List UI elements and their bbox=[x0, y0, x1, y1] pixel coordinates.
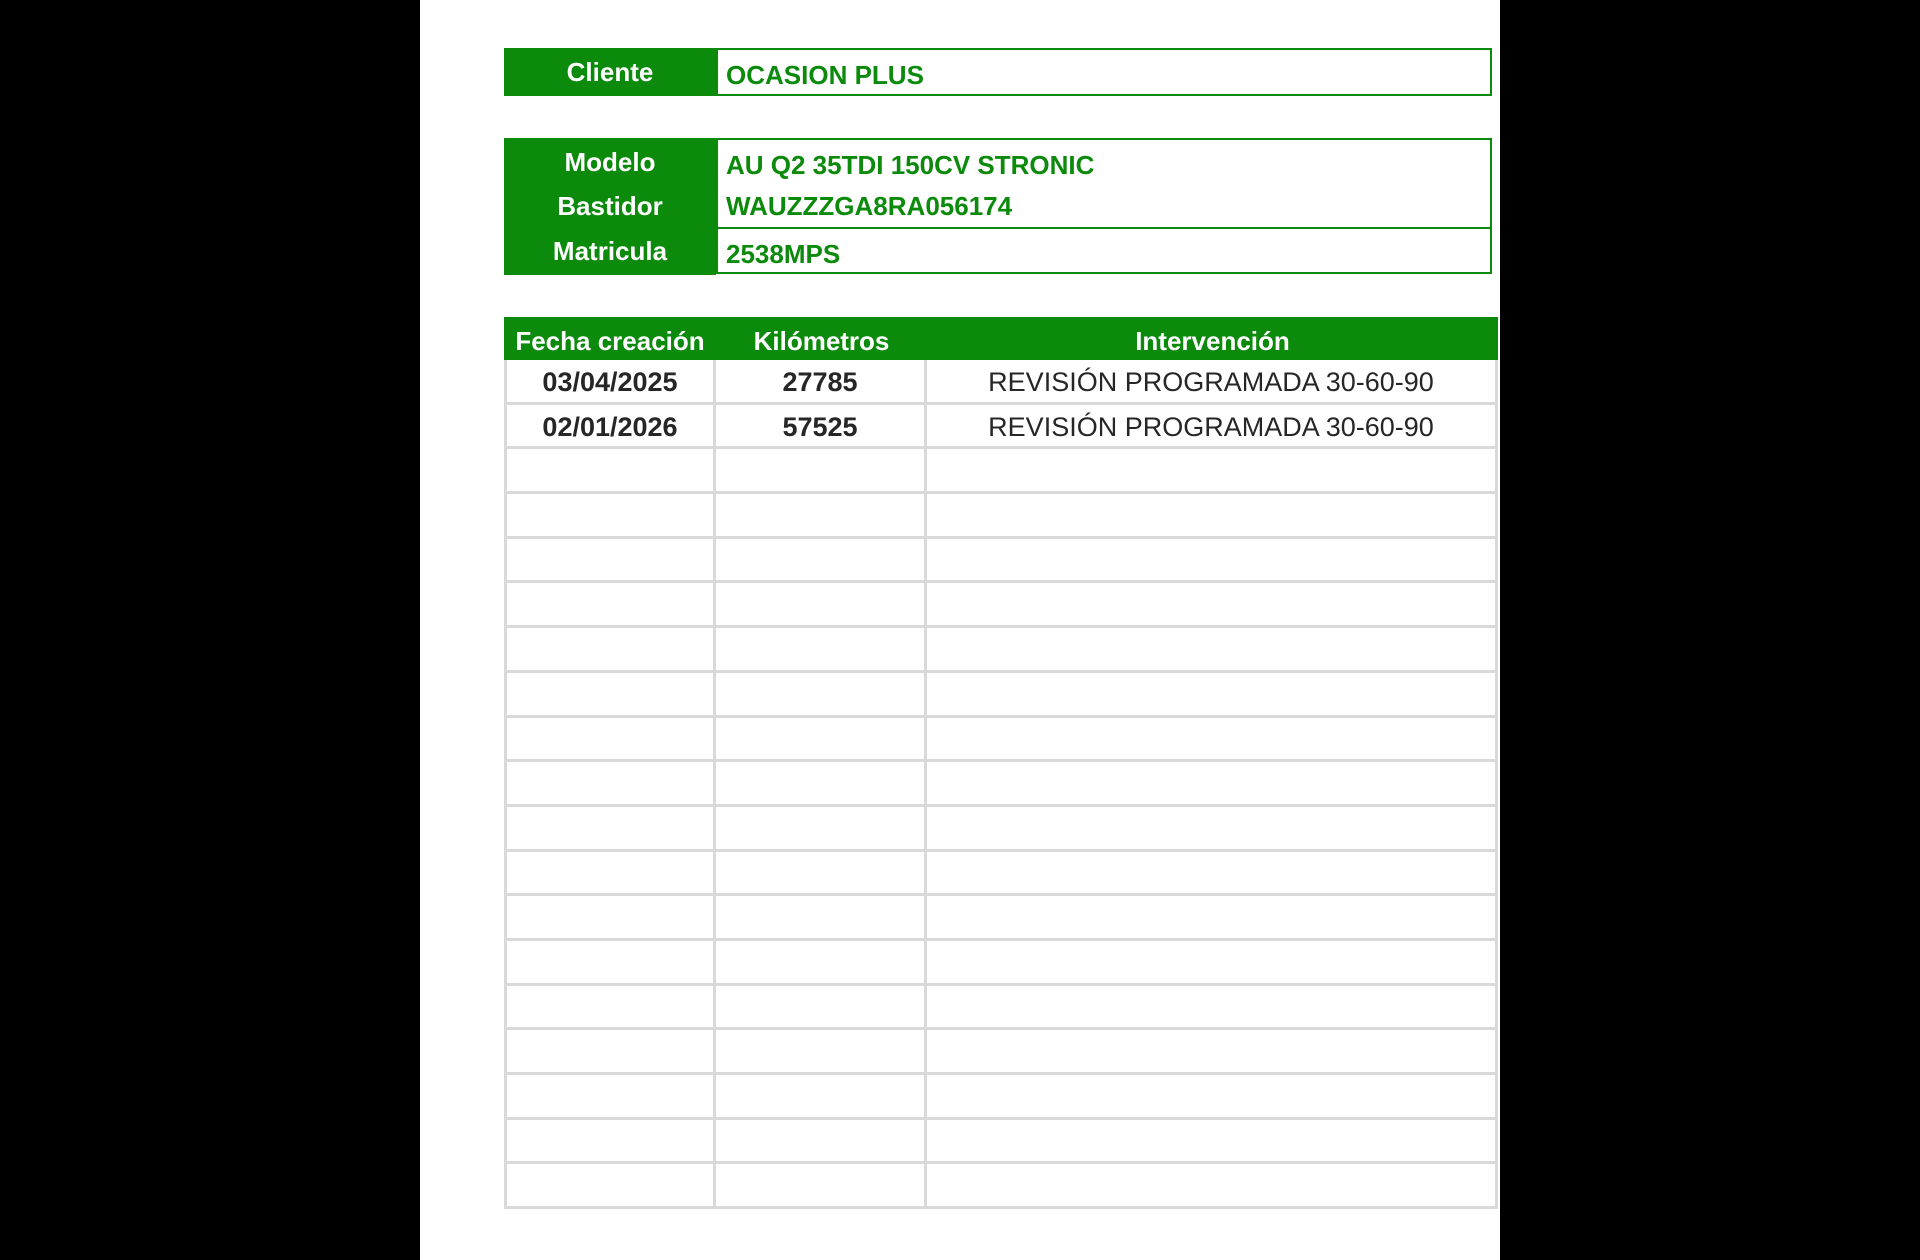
date-cell bbox=[504, 896, 716, 941]
km-cell: 57525 bbox=[716, 405, 927, 450]
intervention-cell bbox=[927, 1120, 1498, 1165]
km-cell bbox=[716, 762, 927, 807]
km-cell bbox=[716, 449, 927, 494]
km-cell bbox=[716, 494, 927, 539]
date-cell bbox=[504, 762, 716, 807]
intervention-cell bbox=[927, 852, 1498, 897]
history-body bbox=[504, 360, 1498, 1209]
date-cell bbox=[504, 449, 716, 494]
km-cell bbox=[716, 807, 927, 852]
chassis-value: WAUZZZGA8RA056174 bbox=[716, 183, 1492, 228]
table-row bbox=[504, 539, 1498, 584]
table-row bbox=[504, 896, 1498, 941]
table-row bbox=[504, 1164, 1498, 1209]
table-row bbox=[504, 360, 1498, 405]
intervention-cell bbox=[927, 449, 1498, 494]
table-row bbox=[504, 673, 1498, 718]
km-cell bbox=[716, 628, 927, 673]
km-cell bbox=[716, 852, 927, 897]
date-cell bbox=[504, 1164, 716, 1209]
intervention-cell bbox=[927, 986, 1498, 1031]
table-row bbox=[504, 762, 1498, 807]
km-cell bbox=[716, 986, 927, 1031]
date-cell bbox=[504, 1030, 716, 1075]
intervention-cell bbox=[927, 941, 1498, 986]
table-row bbox=[504, 628, 1498, 673]
intervention-cell: REVISIÓN PROGRAMADA 30-60-90 bbox=[927, 360, 1498, 405]
intervention-cell bbox=[927, 807, 1498, 852]
history-header bbox=[504, 317, 1498, 360]
client-value: OCASION PLUS bbox=[716, 48, 1492, 96]
date-cell bbox=[504, 807, 716, 852]
plate-label: Matricula bbox=[552, 236, 668, 266]
date-cell bbox=[504, 494, 716, 539]
table-row bbox=[504, 852, 1498, 897]
date-cell bbox=[504, 718, 716, 763]
km-cell bbox=[716, 673, 927, 718]
intervention-cell: REVISIÓN PROGRAMADA 30-60-90 bbox=[927, 405, 1498, 450]
table-row bbox=[504, 1075, 1498, 1120]
km-cell bbox=[716, 896, 927, 941]
intervention-cell bbox=[927, 896, 1498, 941]
column-header-km: Kilómetros bbox=[753, 326, 890, 356]
date-cell bbox=[504, 1120, 716, 1165]
intervention-cell bbox=[927, 673, 1498, 718]
km-cell bbox=[716, 1164, 927, 1209]
client-block bbox=[504, 48, 1498, 96]
document-page bbox=[420, 0, 1500, 1260]
plate-value: 2538MPS bbox=[716, 227, 1492, 274]
intervention-cell bbox=[927, 494, 1498, 539]
intervention-cell bbox=[927, 718, 1498, 763]
table-row bbox=[504, 986, 1498, 1031]
date-cell bbox=[504, 628, 716, 673]
table-row bbox=[504, 941, 1498, 986]
model-value: AU Q2 35TDI 150CV STRONIC bbox=[716, 138, 1492, 185]
date-cell bbox=[504, 941, 716, 986]
date-cell bbox=[504, 1075, 716, 1120]
date-cell bbox=[504, 673, 716, 718]
date-cell: 02/01/2026 bbox=[504, 405, 716, 450]
table-row bbox=[504, 405, 1498, 450]
model-label: Modelo bbox=[564, 147, 656, 177]
intervention-cell bbox=[927, 1075, 1498, 1120]
km-cell: 27785 bbox=[716, 360, 927, 405]
km-cell bbox=[716, 1120, 927, 1165]
date-cell bbox=[504, 539, 716, 584]
column-header-intervention: Intervención bbox=[1135, 326, 1290, 356]
intervention-cell bbox=[927, 539, 1498, 584]
table-row bbox=[504, 1030, 1498, 1075]
km-cell bbox=[716, 583, 927, 628]
km-cell bbox=[716, 539, 927, 584]
table-row bbox=[504, 807, 1498, 852]
history-table bbox=[504, 317, 1498, 1209]
table-row bbox=[504, 718, 1498, 763]
km-cell bbox=[716, 941, 927, 986]
date-cell bbox=[504, 986, 716, 1031]
chassis-label: Bastidor bbox=[557, 191, 663, 221]
table-row bbox=[504, 1120, 1498, 1165]
intervention-cell bbox=[927, 583, 1498, 628]
intervention-cell bbox=[927, 1164, 1498, 1209]
vehicle-block bbox=[504, 138, 1498, 275]
intervention-cell bbox=[927, 1030, 1498, 1075]
km-cell bbox=[716, 1075, 927, 1120]
table-row bbox=[504, 449, 1498, 494]
column-header-date: Fecha creación bbox=[515, 326, 705, 356]
date-cell bbox=[504, 583, 716, 628]
table-row bbox=[504, 583, 1498, 628]
intervention-cell bbox=[927, 628, 1498, 673]
km-cell bbox=[716, 718, 927, 763]
date-cell bbox=[504, 852, 716, 897]
km-cell bbox=[716, 1030, 927, 1075]
date-cell: 03/04/2025 bbox=[504, 360, 716, 405]
intervention-cell bbox=[927, 762, 1498, 807]
client-label: Cliente bbox=[504, 48, 716, 96]
table-row bbox=[504, 494, 1498, 539]
